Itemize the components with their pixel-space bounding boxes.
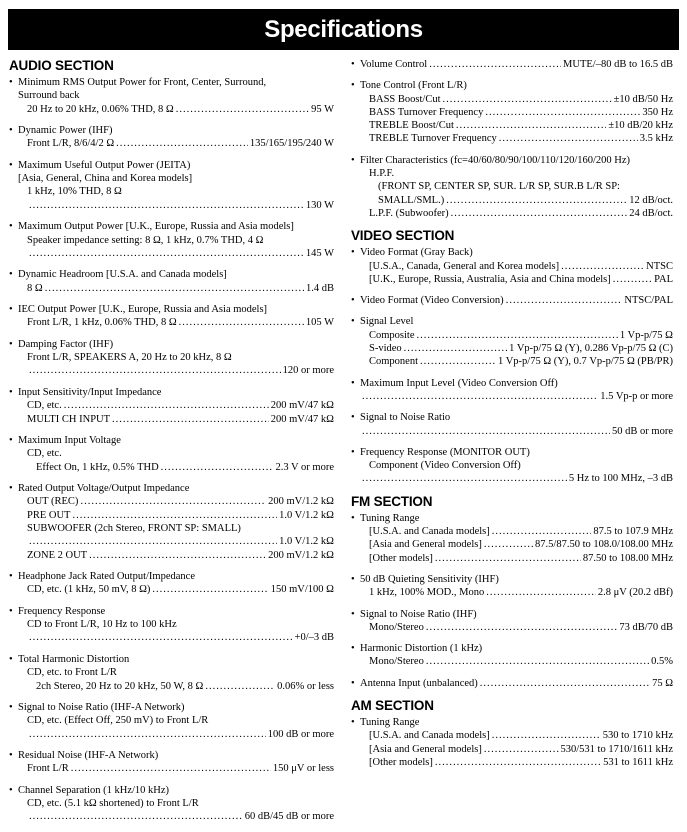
spec-video-format-conversion (351, 294, 673, 307)
spec-row: • Antenna Input (unbalanced) ..... 75 Ω (360, 677, 673, 690)
spec-row: OUT (REC) ..... 200 mV/1.2 kΩ (18, 495, 334, 508)
spec-label: • Frequency Response (MONITOR OUT) (360, 446, 530, 458)
spec-video-frequency-response (351, 446, 673, 486)
spec-label: CD to Front L/R, 10 Hz to 100 kHz (27, 619, 177, 631)
spec-residual-noise (9, 749, 334, 776)
spec-label: Component (Video Conversion Off) (369, 460, 521, 472)
spec-dynamic-power (9, 124, 334, 151)
spec-label: CD, etc. (Effect Off, 250 mV) to Front L/R (27, 715, 209, 727)
spec-row: Front L/R, 1 kHz, 0.06% THD, 8 Ω ..... 105 W (18, 316, 334, 329)
spec-label: CD, etc. (27, 448, 62, 460)
spec-row: 2ch Stereo, 20 Hz to 20 kHz, 50 W, 8 Ω ..... 0.06% or less (18, 680, 334, 693)
spec-label: • Input Sensitivity/Input Impedance (18, 386, 162, 398)
spec-label: CD, etc. to Front L/R (27, 667, 117, 679)
spec-iec-output-power (9, 303, 334, 330)
spec-label: • Tuning Range (360, 512, 420, 524)
spec-label: • Harmonic Distortion (1 kHz) (360, 643, 483, 655)
am-section-heading: AM SECTION (351, 697, 434, 713)
spec-row: ..... 130 W (18, 199, 334, 212)
spec-rated-output (9, 482, 334, 562)
spec-max-input-voltage (9, 434, 334, 474)
spec-label: • Video Format (Gray Back) (360, 247, 473, 259)
spec-video-format (351, 246, 673, 286)
spec-label: H.P.F. (369, 168, 395, 180)
spec-row: [U.S.A. and Canada models] ..... 87.5 to 107.9 MHz (360, 525, 673, 538)
page-title: Specifications (8, 9, 679, 50)
spec-label: • Signal to Noise Ratio (IHF) (360, 608, 477, 620)
fm-section-heading: FM SECTION (351, 493, 433, 509)
spec-label: Surround back (18, 90, 80, 102)
spec-dynamic-headroom (9, 268, 334, 295)
spec-row: SMALL/SML.) ..... 12 dB/oct. (360, 194, 673, 207)
spec-label: • IEC Output Power [U.K., Europe, Russia and Asia models] (18, 304, 268, 316)
spec-signal-noise (9, 701, 334, 741)
spec-row: [Other models] ..... 531 to 1611 kHz (360, 756, 673, 769)
spec-max-input-level (351, 377, 673, 404)
spec-tone-control (351, 79, 673, 145)
spec-row: [U.S.A., Canada, General and Korea models] ..... NTSC (360, 260, 673, 273)
spec-fm-snr (351, 608, 673, 635)
spec-row: PRE OUT ..... 1.0 V/1.2 kΩ (18, 509, 334, 522)
spec-label: • Signal Level (360, 316, 414, 328)
right-column (351, 58, 673, 777)
spec-row: 8 Ω ..... 1.4 dB (18, 282, 334, 295)
spec-damping-factor (9, 338, 334, 378)
spec-label: • Damping Factor (IHF) (18, 338, 114, 350)
spec-row: CD, etc. ..... 200 mV/47 kΩ (18, 399, 334, 412)
spec-volume-control (351, 58, 673, 71)
spec-fm-tuning-range (351, 512, 673, 565)
spec-row: CD, etc. (1 kHz, 50 mV, 8 Ω) ..... 150 mV/100 Ω (18, 583, 334, 596)
spec-row: Composite ..... 1 Vp-p/75 Ω (360, 329, 673, 342)
spec-channel-separation (9, 784, 334, 824)
spec-row: L.P.F. (Subwoofer) ..... 24 dB/oct. (360, 207, 673, 220)
spec-row: Mono/Stereo ..... 73 dB/70 dB (360, 621, 673, 634)
spec-row: [U.K., Europe, Russia, Australia, Asia and China models] ..... PAL (360, 273, 673, 286)
spec-row: Mono/Stereo ..... 0.5% (360, 655, 673, 668)
spec-label: • Filter Characteristics (fc=40/60/80/90/100/110/120/160/200 Hz) (360, 154, 631, 166)
spec-row: • Volume Control ..... MUTE/–80 dB to 16.5 dB (360, 58, 673, 71)
spec-row: ..... +0/–3 dB (18, 631, 334, 644)
spec-row: ..... 145 W (18, 247, 334, 260)
spec-row: ZONE 2 OUT ..... 200 mV/1.2 kΩ (18, 549, 334, 562)
spec-label: • Frequency Response (18, 605, 106, 617)
spec-label: • Tuning Range (360, 716, 420, 728)
spec-am-tuning-range (351, 716, 673, 769)
spec-label: • Tone Control (Front L/R) (360, 80, 467, 92)
spec-input-sensitivity (9, 386, 334, 426)
spec-label: • Channel Separation (1 kHz/10 kHz) (18, 784, 170, 796)
spec-row: Component ..... 1 Vp-p/75 Ω (Y), 0.7 Vp-p/75 Ω (PB/PR) (360, 355, 673, 368)
spec-row: Front L/R, 8/6/4/2 Ω ..... 135/165/195/240 W (18, 137, 334, 150)
spec-row: ..... 100 dB or more (18, 728, 334, 741)
spec-label: SUBWOOFER (2ch Stereo, FRONT SP: SMALL) (27, 523, 241, 534)
spec-signal-level (351, 315, 673, 368)
spec-video-snr (351, 411, 673, 438)
spec-label: • Signal to Noise Ratio (IHF-A Network) (18, 702, 185, 714)
spec-row: ..... 120 or more (18, 364, 334, 377)
spec-label: • Dynamic Power (IHF) (18, 125, 113, 137)
spec-frequency-response (9, 605, 334, 645)
spec-label: [Asia, General, China and Korea models] (18, 173, 193, 185)
spec-row: BASS Boost/Cut ..... ±10 dB/50 Hz (360, 93, 673, 106)
spec-label: Speaker impedance setting: 8 Ω, 1 kHz, 0.7% THD, 4 Ω (27, 234, 264, 246)
spec-row: [Asia and General models] ..... 87.5/87.50 to 108.0/108.00 MHz (360, 538, 673, 551)
spec-row: ..... 1.5 Vp-p or more (360, 390, 673, 403)
spec-row: [Other models] ..... 87.50 to 108.00 MHz (360, 552, 673, 565)
spec-label: Front L/R, SPEAKERS A, 20 Hz to 20 kHz, 8 Ω (27, 352, 232, 364)
spec-row: TREBLE Boost/Cut ..... ±10 dB/20 kHz (360, 119, 673, 132)
spec-label: • Rated Output Voltage/Output Impedance (18, 483, 190, 495)
spec-label: • Headphone Jack Rated Output/Impedance (18, 571, 195, 583)
spec-label: • Minimum RMS Output Power for Front, Center, Surround, (18, 77, 267, 88)
spec-row: ..... 60 dB/45 dB or more (18, 810, 334, 823)
spec-label: • Total Harmonic Distortion (18, 653, 130, 665)
spec-row: BASS Turnover Frequency ..... 350 Hz (360, 106, 673, 119)
spec-max-useful-power (9, 159, 334, 212)
spec-total-harmonic-distortion (9, 653, 334, 693)
spec-row: ..... 1.0 V/1.2 kΩ (18, 535, 334, 548)
spec-row: • Video Format (Video Conversion) ..... NTSC/PAL (360, 294, 673, 307)
spec-min-rms (9, 76, 334, 116)
spec-row: TREBLE Turnover Frequency ..... 3.5 kHz (360, 132, 673, 145)
spec-label: (FRONT SP, CENTER SP, SUR. L/R SP, SUR.B L/R SP: (378, 181, 620, 193)
spec-label: • Residual Noise (IHF-A Network) (18, 750, 159, 762)
spec-fm-harmonic (351, 642, 673, 669)
spec-row: 1 kHz, 100% MOD., Mono ..... 2.8 μV (20.2 dBf) (360, 586, 673, 599)
spec-row: ..... 50 dB or more (360, 425, 673, 438)
spec-row: ..... 5 Hz to 100 MHz, –3 dB (360, 472, 673, 485)
spec-label: • Dynamic Headroom [U.S.A. and Canada models] (18, 269, 227, 281)
spec-label: CD, etc. (5.1 kΩ shortened) to Front L/R (27, 798, 199, 810)
spec-max-output-power (9, 220, 334, 260)
spec-label: 1 kHz, 10% THD, 8 Ω (27, 186, 122, 198)
spec-row: S-video ..... 1 Vp-p/75 Ω (Y), 0.286 Vp-p/75 Ω (C) (360, 342, 673, 355)
video-section-heading: VIDEO SECTION (351, 228, 455, 244)
left-column (9, 58, 334, 832)
spec-row: [U.S.A. and Canada models] ..... 530 to 1710 kHz (360, 729, 673, 742)
spec-fm-quieting (351, 573, 673, 600)
spec-label: • Maximum Output Power [U.K., Europe, Russia and Asia models] (18, 221, 294, 233)
spec-label: • Maximum Useful Output Power (JEITA) (18, 159, 191, 171)
spec-filter-characteristics (351, 154, 673, 220)
spec-row: [Asia and General models] ..... 530/531 to 1710/1611 kHz (360, 743, 673, 756)
spec-row: MULTI CH INPUT ..... 200 mV/47 kΩ (18, 413, 334, 426)
spec-row: Front L/R ..... 150 μV or less (18, 762, 334, 775)
spec-label: • Signal to Noise Ratio (360, 412, 451, 424)
spec-antenna-input (351, 677, 673, 690)
spec-row: 20 Hz to 20 kHz, 0.06% THD, 8 Ω ..... 95 W (18, 103, 334, 116)
spec-headphone (9, 570, 334, 597)
spec-label: • 50 dB Quieting Sensitivity (IHF) (360, 573, 499, 585)
audio-section-heading: AUDIO SECTION (9, 58, 114, 73)
spec-label: • Maximum Input Level (Video Conversion Off) (360, 377, 558, 389)
spec-row: Effect On, 1 kHz, 0.5% THD ..... 2.3 V or more (18, 461, 334, 474)
spec-label: • Maximum Input Voltage (18, 435, 121, 447)
